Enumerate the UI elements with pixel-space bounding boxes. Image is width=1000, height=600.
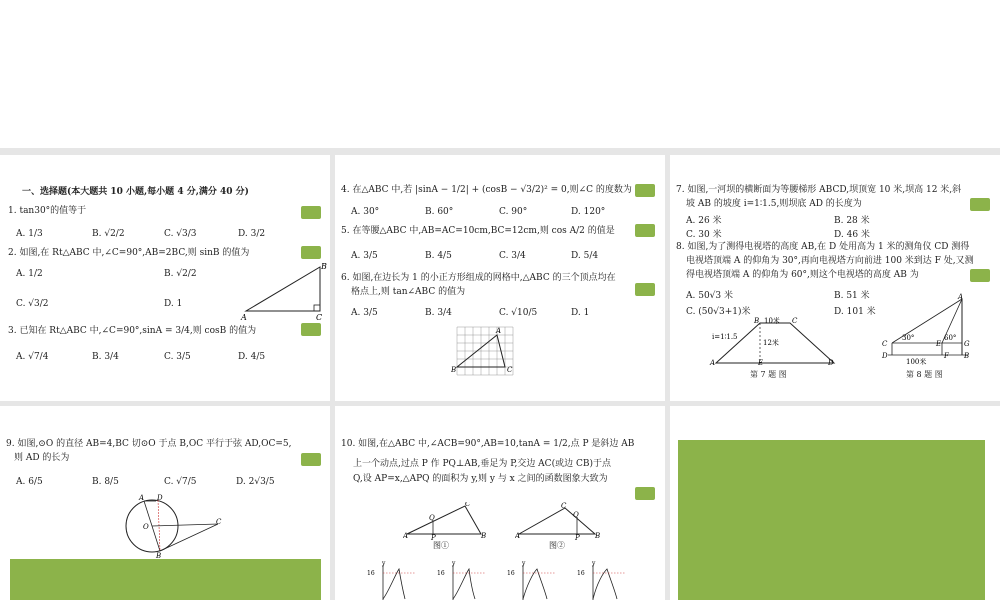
question-7-line-1: 7. 如图,一河坝的横断面为等腰梯形 ABCD,坝顶宽 10 米,坝高 12 米,斜 <box>676 185 962 195</box>
svg-text:16: 16 <box>437 570 445 577</box>
svg-text:A: A <box>403 532 409 540</box>
q5-option-a: A. 3/5 <box>351 251 378 261</box>
svg-text:D: D <box>157 494 163 502</box>
q2-option-a: A. 1/2 <box>16 269 43 279</box>
q4-option-c: C. 90° <box>499 207 528 217</box>
svg-text:C: C <box>507 366 513 374</box>
q8-option-a: A. 50√3 米 <box>686 291 733 301</box>
figure-8-caption: 第 8 题 图 <box>906 370 943 379</box>
answer-box-q6[interactable] <box>635 283 655 296</box>
q5-option-c: C. 3/4 <box>499 251 526 261</box>
svg-text:C: C <box>316 313 323 321</box>
page-panel-2 <box>335 155 665 401</box>
answer-box-q9[interactable] <box>301 453 321 466</box>
q1-option-c: C. √3/3 <box>164 229 197 239</box>
q9-option-b: B. 8/5 <box>92 477 119 487</box>
q8-option-b: B. 51 米 <box>834 291 870 301</box>
answer-box-q4[interactable] <box>635 184 655 197</box>
q1-option-b: B. √2/2 <box>92 229 125 239</box>
svg-text:i=1∶1.5: i=1∶1.5 <box>712 333 738 341</box>
question-6-line-1: 6. 如图,在边长为 1 的小正方形组成的网格中,△ABC 的三个顶点均在 <box>341 273 616 283</box>
question-10-line-1: 10. 如图,在△ABC 中,∠ACB=90°,AB=10,tanA = 1/2,点 P 是斜边 AB <box>341 439 635 449</box>
svg-text:A: A <box>958 293 964 301</box>
svg-text:B: B <box>964 352 970 360</box>
svg-text:G: G <box>964 340 970 348</box>
question-8-line-3: 得电视塔顶端 A 的仰角为 60°,则这个电视塔的高度 AB 为 <box>686 270 919 280</box>
question-1: 1. tan30°的值等于 <box>8 206 87 216</box>
q5-option-d: D. 5/4 <box>571 251 599 261</box>
question-9-line-2: 则 AD 的长为 <box>14 453 70 463</box>
answer-box-q10[interactable] <box>635 487 655 500</box>
svg-text:B: B <box>481 532 487 540</box>
q9-circle-figure <box>120 492 224 558</box>
question-2: 2. 如图,在 Rt△ABC 中,∠C=90°,AB=2BC,则 sinB 的值为 <box>8 248 250 258</box>
svg-text:D: D <box>828 359 834 367</box>
q1-option-a: A. 1/3 <box>16 229 43 239</box>
svg-text:y: y <box>452 561 456 567</box>
svg-text:C: C <box>882 340 888 348</box>
svg-text:A: A <box>139 494 145 502</box>
answer-box-q7[interactable] <box>970 198 990 211</box>
q6-option-c: C. √10/5 <box>499 308 538 318</box>
answer-box-q8[interactable] <box>970 269 990 282</box>
q2-option-c: C. √3/2 <box>16 299 49 309</box>
answer-box-q2[interactable] <box>301 246 321 259</box>
q9-option-c: C. √7/5 <box>164 477 197 487</box>
svg-text:C: C <box>561 502 567 510</box>
page-panel-6 <box>670 406 1000 600</box>
svg-text:E: E <box>758 359 764 367</box>
svg-text:P: P <box>431 534 436 540</box>
q10-figure-1 <box>403 502 487 540</box>
page-panel-1 <box>0 155 330 401</box>
svg-text:B: B <box>754 317 760 325</box>
answer-overlay-block-right <box>678 440 985 600</box>
svg-text:O: O <box>143 523 149 531</box>
q8-tv-tower-figure <box>878 293 978 367</box>
figure-7-caption: 第 7 题 图 <box>750 370 787 379</box>
q3-option-d: D. 4/5 <box>238 352 266 362</box>
q6-grid-triangle-figure <box>451 323 527 379</box>
svg-text:30°: 30° <box>902 334 915 342</box>
question-6-line-2: 格点上,则 tan∠ABC 的值为 <box>351 287 466 297</box>
svg-text:A: A <box>496 327 502 335</box>
q10-answer-graphs <box>365 561 635 600</box>
svg-text:E: E <box>936 340 942 348</box>
page-panel-4 <box>0 406 330 600</box>
svg-text:B: B <box>321 262 327 271</box>
svg-text:B: B <box>595 532 601 540</box>
q2-right-triangle-figure <box>238 261 328 321</box>
answer-box-q3[interactable] <box>301 323 321 336</box>
q9-option-a: A. 6/5 <box>16 477 43 487</box>
q3-option-b: B. 3/4 <box>92 352 119 362</box>
question-10-line-2: 上一个动点,过点 P 作 PQ⊥AB,垂足为 P,交边 AC(或边 CB)于点 <box>353 459 611 469</box>
answer-overlay-block-left <box>10 559 321 600</box>
q3-option-a: A. √7/4 <box>16 352 49 362</box>
q6-option-b: B. 3/4 <box>425 308 452 318</box>
svg-text:16: 16 <box>507 570 515 577</box>
q9-option-d: D. 2√3/5 <box>236 477 275 487</box>
svg-text:y: y <box>522 561 526 567</box>
question-5: 5. 在等腰△ABC 中,AB=AC=10cm,BC=12cm,则 cos A/2 的值是 <box>341 226 615 236</box>
q6-option-d: D. 1 <box>571 308 590 318</box>
q6-option-a: A. 3/5 <box>351 308 378 318</box>
question-3: 3. 已知在 Rt△ABC 中,∠C=90°,sinA = 3/4,则 cosB 的值为 <box>8 326 257 336</box>
q7-dam-trapezoid-figure <box>708 315 848 367</box>
answer-box-q1[interactable] <box>301 206 321 219</box>
svg-text:C: C <box>792 317 798 325</box>
svg-text:F: F <box>944 352 949 360</box>
svg-text:16: 16 <box>577 570 585 577</box>
answer-box-q5[interactable] <box>635 224 655 237</box>
q7-option-a: A. 26 米 <box>686 216 722 226</box>
svg-text:Q: Q <box>573 511 579 519</box>
svg-text:B: B <box>451 366 457 374</box>
question-9-line-1: 9. 如图,⊙O 的直径 AB=4,BC 切⊙O 于点 B,OC 平行于弦 AD,OC=5, <box>6 439 292 449</box>
q4-option-a: A. 30° <box>351 207 380 217</box>
svg-text:y: y <box>382 561 386 567</box>
svg-text:Q: Q <box>429 514 435 522</box>
svg-text:A: A <box>710 359 716 367</box>
q10-figure-2 <box>515 502 601 540</box>
q4-option-b: B. 60° <box>425 207 454 217</box>
question-8-line-1: 8. 如图,为了测得电视塔的高度 AB,在 D 处用高为 1 米的测角仪 CD 测得 <box>676 242 970 252</box>
svg-text:y: y <box>592 561 596 567</box>
figure-1-caption: 图① <box>433 541 449 550</box>
section-title: 一、选择题(本大题共 10 小题,每小题 4 分,满分 40 分) <box>22 187 249 197</box>
svg-text:A: A <box>241 313 247 321</box>
svg-text:C: C <box>465 502 471 508</box>
svg-text:12米: 12米 <box>763 339 779 347</box>
q7-option-d: D. 46 米 <box>834 230 870 240</box>
page-panel-3 <box>670 155 1000 401</box>
q8-option-c: C. (50√3+1)米 <box>686 307 751 317</box>
svg-text:10米: 10米 <box>764 317 780 325</box>
q4-option-d: D. 120° <box>571 207 606 217</box>
svg-text:60°: 60° <box>944 334 957 342</box>
question-4: 4. 在△ABC 中,若 |sinA − 1/2| + (cosB − √3/2)² = 0,则∠C 的度数为 <box>341 185 632 195</box>
svg-text:B: B <box>156 552 162 558</box>
svg-text:16: 16 <box>367 570 375 577</box>
figure-2-caption: 图② <box>549 541 565 550</box>
q7-option-c: C. 30 米 <box>686 230 722 240</box>
question-10-line-3: Q,设 AP=x,△APQ 的面积为 y,则 y 与 x 之间的函数图象大致为 <box>353 474 608 484</box>
q2-option-d: D. 1 <box>164 299 183 309</box>
svg-text:P: P <box>575 534 580 540</box>
q2-option-b: B. √2/2 <box>164 269 197 279</box>
q3-option-c: C. 3/5 <box>164 352 191 362</box>
q5-option-b: B. 4/5 <box>425 251 452 261</box>
svg-text:C: C <box>216 518 222 526</box>
svg-text:100米: 100米 <box>906 358 927 366</box>
page-panel-5 <box>335 406 665 600</box>
q7-option-b: B. 28 米 <box>834 216 870 226</box>
q1-option-d: D. 3/2 <box>238 229 266 239</box>
svg-text:A: A <box>515 532 521 540</box>
q8-option-d: D. 101 米 <box>834 307 876 317</box>
question-7-line-2: 坡 AB 的坡度 i=1∶1.5,则坝底 AD 的长度为 <box>686 199 862 209</box>
svg-text:D: D <box>882 352 888 360</box>
question-8-line-2: 电视塔顶端 A 的仰角为 30°,再向电视塔方向前进 100 米到达 F 处,又测 <box>686 256 974 266</box>
